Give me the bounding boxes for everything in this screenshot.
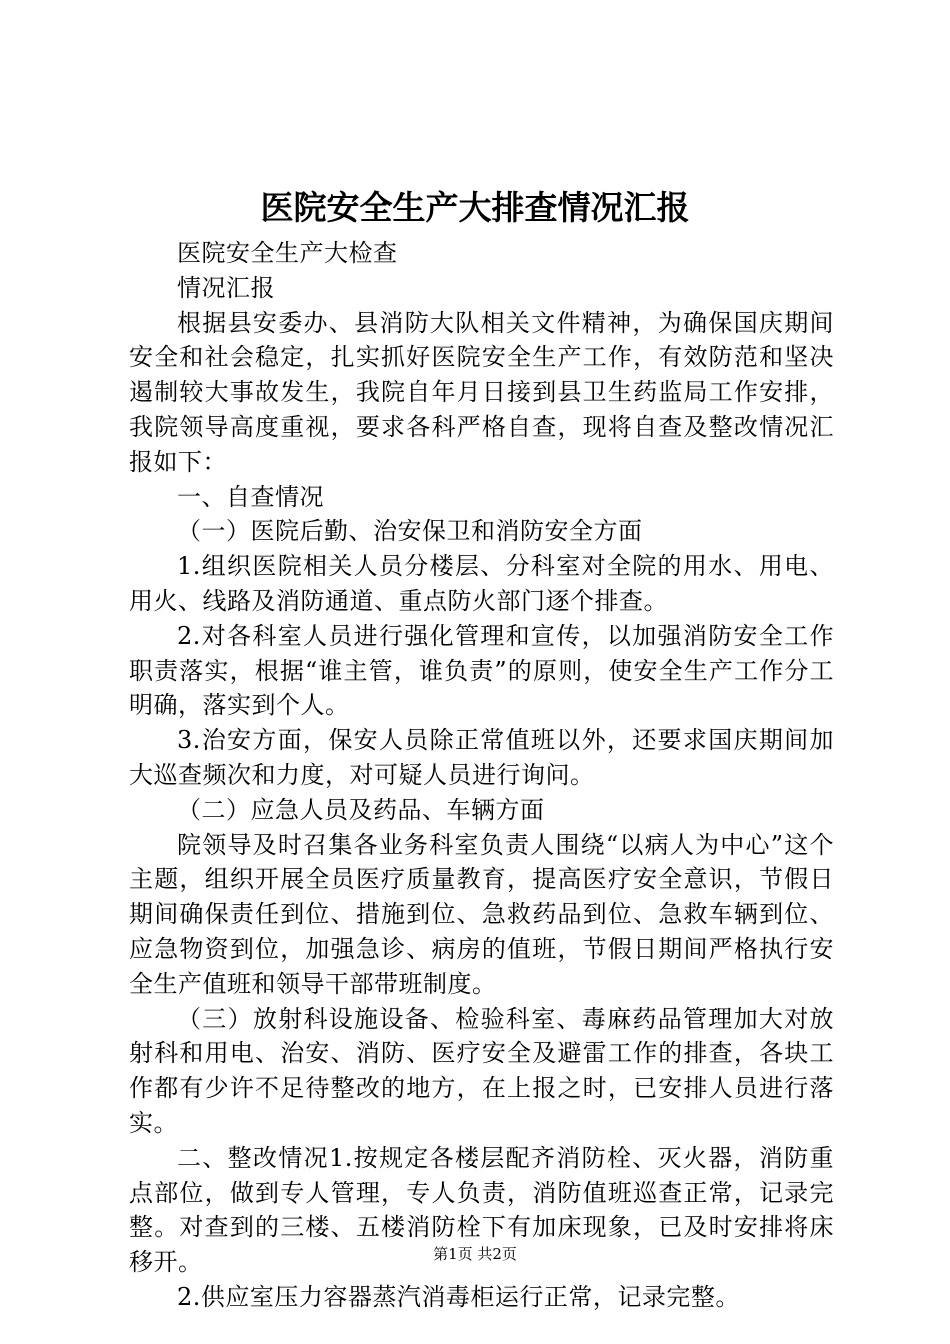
subheading-emergency: （二）应急人员及药品、车辆方面 xyxy=(177,795,545,824)
paragraph-subtitle-2: 情况汇报 xyxy=(177,273,275,302)
heading-self-inspection: 一、自查情况 xyxy=(177,482,324,511)
paragraph-item-2: 2.对各科室人员进行强化管理和宣传，以加强消防安全工作职责落实，根据“谁主管，谁负责”的原则，使安全生产工作分工明确，落实到个人。 xyxy=(129,621,834,720)
subheading-logistics-security: （一）医院后勤、治安保卫和消防安全方面 xyxy=(177,517,643,546)
paragraph-intro: 根据县安委办、县消防大队相关文件精神，为确保国庆期间安全和社会稳定，扎实抓好医院安全生产工作，有效防范和坚决遏制较大事故发生，我院自年月日接到县卫生药监局工作安排，我院领导高度重视，要求各科严格自查，现将自查及整改情况汇报如下： xyxy=(129,308,834,476)
paragraph-subtitle-1: 医院安全生产大检查 xyxy=(177,239,398,267)
document-title: 医院安全生产大排查情况汇报 xyxy=(260,188,690,227)
paragraph-emergency: 院领导及时召集各业务科室负责人围绕“以病人为中心”这个主题，组织开展全员医疗质量教育，提高医疗安全意识，节假日期间确保责任到位、措施到位、急救药品到位、急救车辆到位、应急物资到位，加强急诊、病房的值班，节假日期间严格执行安全生产值班和领导干部带班制度。 xyxy=(129,830,834,998)
paragraph-rectification-2: 2.供应室压力容器蒸汽消毒柜运行正常，记录完整。 xyxy=(177,1282,740,1311)
document-body xyxy=(129,236,834,1315)
paragraph-radiology: （三）放射科设施设备、检验科室、毒麻药品管理加大对放射科和用电、治安、消防、医疗安全及避雷工作的排查，各块工作都有少许不足待整改的地方，在上报之时，已安排人员进行落实。 xyxy=(129,1004,834,1137)
paragraph-item-1: 1.组织医院相关人员分楼层、分科室对全院的用水、用电、用火、线路及消防通道、重点防火部门逐个排查。 xyxy=(129,552,834,615)
paragraph-rectification-1: 二、整改情况1.按规定各楼层配齐消防栓、灭火器，消防重点部位，做到专人管理，专人负责，消防值班巡查正常，记录完整。对查到的三楼、五楼消防栓下有加床现象，已及时安排将床移开。 xyxy=(129,1143,834,1277)
page-footer: 第1页 共2页 xyxy=(433,1245,517,1263)
paragraph-item-3: 3.治安方面，保安人员除正常值班以外，还要求国庆期间加大巡查频次和力度，对可疑人员进行询问。 xyxy=(129,726,834,789)
